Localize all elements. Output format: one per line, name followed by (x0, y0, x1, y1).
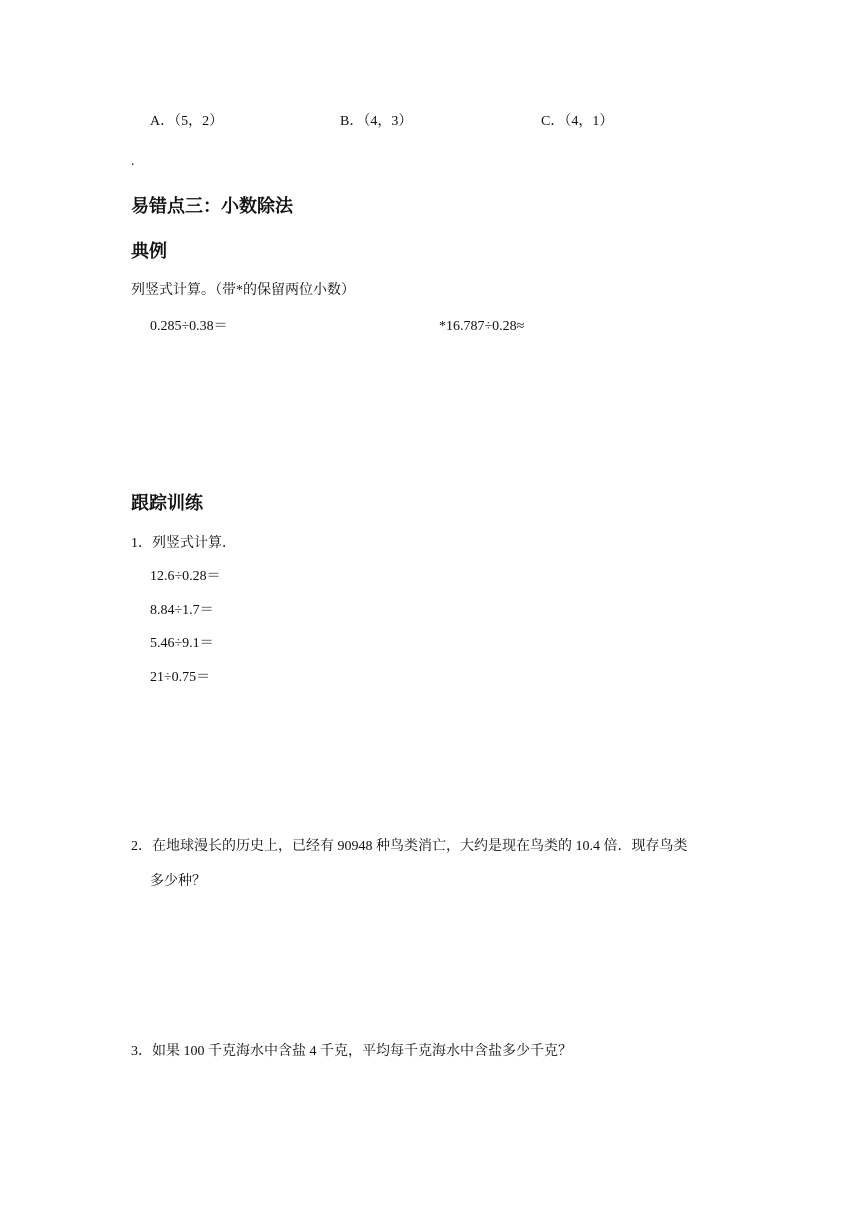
calc-item: 8.84÷1.7＝ (150, 603, 214, 618)
question-number: 1． (131, 536, 152, 551)
question-2 (131, 838, 688, 856)
option-a: A．（5，2） (150, 114, 224, 129)
practice-heading: 跟踪训练 (131, 493, 203, 514)
question-text: 如果 100 千克海水中含盐 4 千克，平均每千克海水中含盐多少千克？ (152, 1044, 572, 1059)
example-item: 0.285÷0.38＝ (150, 319, 228, 334)
section-title: 易错点三：小数除法 (131, 196, 293, 217)
question-text: 列竖式计算． (152, 536, 236, 551)
question-3 (131, 1043, 572, 1061)
option-b: B．（4，3） (340, 114, 413, 129)
question-text-line1: 在地球漫长的历史上，已经有 90948 种鸟类消亡，大约是现在鸟类的 10.4 倍．现存鸟类 (152, 839, 688, 854)
calc-item: 12.6÷0.28＝ (150, 569, 221, 584)
question-1 (131, 535, 236, 553)
example-item: *16.787÷0.28≈ (439, 319, 525, 334)
question-number: 3． (131, 1044, 152, 1059)
option-c: C．（4，1） (541, 114, 614, 129)
stray-mark: . (131, 154, 135, 169)
example-heading: 典例 (131, 241, 167, 262)
calc-item: 5.46÷9.1＝ (150, 636, 214, 651)
calc-item: 21÷0.75＝ (150, 670, 211, 685)
example-instruction: 列竖式计算。（带*的保留两位小数） (131, 283, 355, 298)
question-text-line2: 多少种？ (150, 874, 206, 889)
question-number: 2． (131, 839, 152, 854)
